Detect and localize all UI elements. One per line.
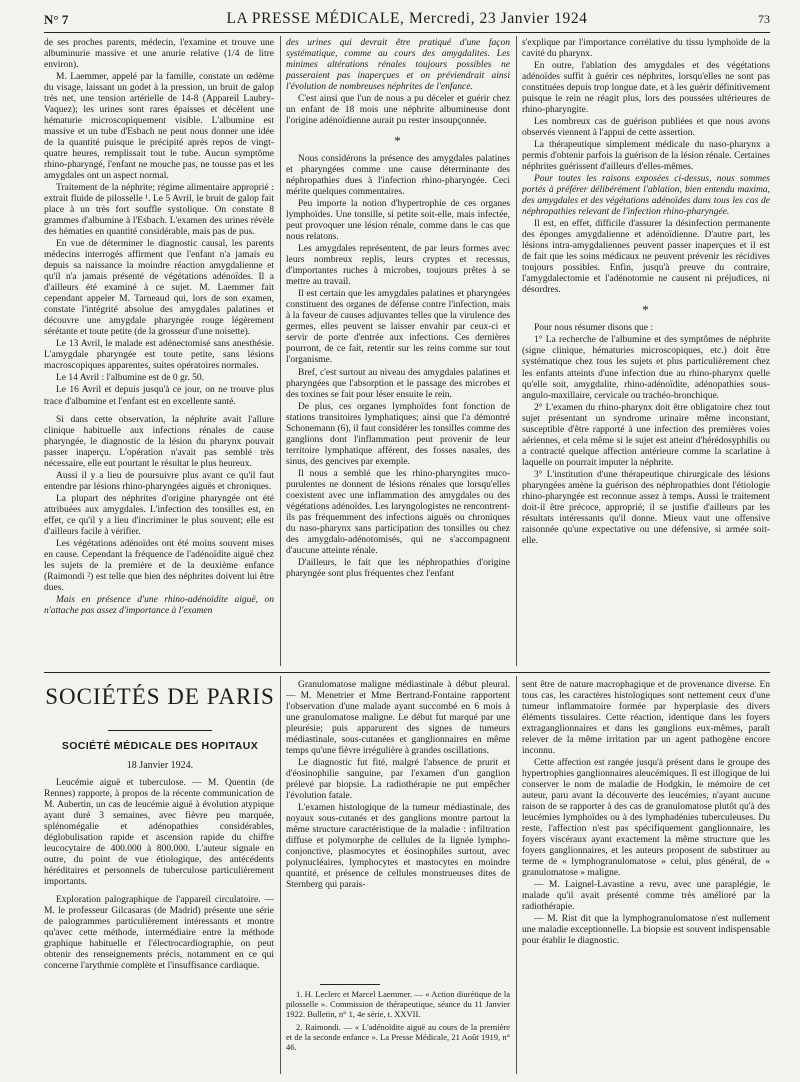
section-separator: * — [642, 302, 650, 318]
paragraph: La thérapeutique simplement médicale du naso-pharynx a permis d'obtenir parfois la guérison de la lésion rénale. Certaines néphrites guérissent d'ailleurs d'elles-mêmes. — [522, 140, 770, 173]
paragraph: Traitement de la néphrite; régime alimentaire approprié : extrait fluide de pilosselle ¹. Le 5 Avril, le bruit de galop fait place à un très fort souffle systolique. On constate 8 grammes d'albumine à l'Esbach. L'examen des urines révèle des hématies en quantité considérable, mais pas de pus. — [44, 183, 274, 238]
paragraph: Peu importe la notion d'hypertrophie de ces organes lymphoïdes. Une tonsille, si petite soit-elle, mais infectée, peut provoquer une lésion rénale, comme dans le cas que nous relatons. — [286, 199, 510, 243]
paragraph: Aussi il y a lieu de poursuivre plus avant ce qu'il faut entendre par lésions rhino-pharyngées aiguës et chroniques. — [44, 470, 274, 492]
paragraph: En outre, l'ablation des amygdales et des végétations adénoïdes suffit à guérir ces néphrites, lorsqu'elles ne sont pas constituées depuis trop longue date, et à les guérir définitivement puisque le rein ne réagit plus, lors des poussées ultérieures de rhino-pharyngite. — [522, 61, 770, 116]
bottom-column-2 — [286, 680, 510, 980]
page-number: 73 — [758, 12, 770, 26]
society-name: SOCIÉTÉ MÉDICALE DES HOPITAUX — [61, 740, 259, 752]
footnote: 2. Raimondi. — « L'adénoïdite aiguë au cours de la première et de la seconde enfance ». La Presse Médicale, 21 Août 1919, n° 46. — [286, 1022, 510, 1052]
paragraph: Les amygdales représentent, de par leurs formes avec leurs nombreux replis, leurs cryptes et recessus, d'importantes ruches à microbes, toujours prêtes à se mettre au travail. — [286, 244, 510, 288]
column-divider — [516, 36, 517, 666]
paragraph: Si dans cette observation, la néphrite avait l'allure clinique habituelle aux infections rénales de cause pharyngée, le diagnostic de la lésion du pharynx pouvait passer inaperçu. L'opération n'avait pas semblé très nécessaire, elle eut pourtant le résultat le plus heureux. — [44, 414, 274, 469]
paragraph: Exploration palographique de l'appareil circulatoire. — M. le professeur Gilcasaras (de Madrid) présente une série de palogrammes particulièrement intéressants et montre qu'avec cette méthode, intermédiaire entre la méthode graphique habituelle et l'électrocardiographie, on peut obtenir des renseignements précis, notamment en ce qui concerne l'arythmie complète et l'insuffisance cardiaque. — [44, 895, 274, 972]
paragraph: Leucémie aiguë et tuberculose. — M. Quentin (de Rennes) rapporte, à propos de la récente communication de M. Aubertin, un cas de leucémie aiguë à évolution atypique ayant duré 3 semaines, avec fièvre peu marquée, splénomégalie et adénopathies considérables, déglobulisation rapide et ascension rapide du chiffre leucocytaire de 400.000 à 800.000. L'auteur signale en outre, du point de vue étiologique, des antécédents héréditaires et personnels de tuberculose particulièrement importants. — [44, 778, 274, 888]
paragraph: Il est, en effet, difficile d'assurer la désinfection permanente des éponges amygdalienne et adénoïdienne. D'autre part, les lésions intra-amygdaliennes peuvent passer inaperçues et il est de fait que les soins médicaux ne peuvent prévenir les récidives toujours possibles. Enfin, jusqu'à preuve du contraire, l'amygdalectomie et l'adénotomie ne causent ni préjudices, ni désordres. — [522, 219, 770, 296]
issue-number: N° 7 — [44, 12, 69, 27]
paragraph: Les végétations adénoïdes ont été moins souvent mises en cause. Cependant la fréquence de l'adénoïdite aiguë chez les sujets de la première et de la deuxième enfance (Raimondi ²) est telle que bien des néphrites doivent lui être dues. — [44, 538, 274, 593]
paragraph: Il nous a semblé que les rhino-pharyngites muco-purulentes ne donnent de lésions rénales que lorsqu'elles coexistent avec une inflammation des amygdales ou des végétations adénoïdes. Les laryngologistes ne rencontrent-ils pas fréquemment des infections aiguës ou chroniques du naso-pharynx sans participation des tonsilles ou chez des amygdalo-adénotomisés, qui ne s'accompagnent d'aucune atteinte rénale. — [286, 468, 510, 556]
paragraph: 3° L'institution d'une thérapeutique chirurgicale des lésions pharyngées amène la guérison des néphropathies dont l'étiologie rhino-pharyngée est reconnue assez à temps. Aussi le traitement doit-il être précoce, approprié; il se justifie d'ailleurs par les résultats intéressants qu'il donne. Mieux vaut une offensive raisonnée qu'une expectative ou une défensive, si armée soit-elle. — [522, 469, 770, 546]
paragraph: D'ailleurs, le fait que les néphropathies d'origine pharyngée sont plus fréquentes chez l'enfant — [286, 557, 510, 579]
paragraph: Mais en présence d'une rhino-adénoïdite aiguë, on n'attache pas assez d'importance à l'examen — [44, 594, 274, 616]
paragraph: Le 13 Avril, le malade est adénectomisé sans anesthésie. L'amygdale pharyngée est toute petite, sans lésions macroscopiques apparentes, suites opératoires normales. — [44, 339, 274, 372]
page-header — [44, 8, 770, 33]
footnote-rule — [320, 984, 380, 985]
journal-title: LA PRESSE MÉDICALE, Mercredi, 23 Janvier 1924 — [226, 10, 588, 27]
paragraph: L'examen histologique de la tumeur médiastinale, des noyaux sous-cutanés et des ganglions montre partout la même structure caractéristique de la maladie : infiltration diffuse et polymorphe de cellules de la lignée lympho-conjonctive, plasmocytes et éosinophiles surtout, avec polynucléaires, lymphocytes et mastocytes en moindre quantité, et présence de cellules monstrueuses dites de Sternberg qui parais- — [286, 803, 510, 891]
section-rule — [44, 672, 770, 673]
paragraph: Pour nous résumer disons que : — [534, 323, 654, 334]
paragraph: sent être de nature macrophagique et de provenance diverse. En tous cas, les caractères histologiques sont nettement ceux d'une tumeur inflammatoire formée par hyperplasie des divers éléments tissulaires. Cette réaction, identique dans les foyers extraganglionnaires et dans les ganglions eux-mêmes, paraît relever de la même irritation par un agent pathogène encore inconnu. — [522, 680, 770, 757]
paragraph: Le 16 Avril et depuis jusqu'à ce jour, on ne trouve plus trace d'albumine et l'enfant est en excellente santé. — [44, 385, 274, 407]
paragraph: C'est ainsi que l'un de nous a pu déceler et guérir chez un enfant de 18 mois une néphrite albumineuse dont l'origine adénoïdienne aurait pu rester insoupçonnée. — [286, 94, 510, 127]
paragraph: de ses proches parents, médecin, l'examine et trouve une albuminurie massive et une anurie relative (1/4 de litre environ). — [44, 38, 274, 71]
section-title: SOCIÉTÉS DE PARIS — [45, 684, 275, 709]
meeting-date: 18 Janvier 1924. — [126, 760, 194, 771]
footnotes — [286, 990, 510, 1057]
paragraph: Les nombreux cas de guérison publiées et que nous avons observés viennent à l'appui de cette assertion. — [522, 117, 770, 139]
paragraph: des urines qui devrait être pratiqué d'une façon systématique, comme au cours des amygdalites. Les minimes altérations rénales toujours possibles ne passeraient pas inaperçues et on préviendrait ainsi l'évolution de nombreuses néphrites de l'enfance. — [286, 38, 510, 93]
column-divider — [516, 676, 517, 1074]
column-1 — [44, 38, 274, 668]
paragraph: Le diagnostic fut fité, malgré l'absence de prurit et d'éosinophilie sanguine, par l'examen d'un ganglion prélevé par biopsie. La radiothérapie ne put empêcher l'évolution fatale. — [286, 758, 510, 802]
paragraph: En vue de déterminer le diagnostic causal, les parents médecins interrogés affirment que l'enfant n'a jamais eu depuis sa naissance la moindre réaction amygdalienne et qu'il n'a jamais présenté de végétations adénoïdes. Il a d'ailleurs été examiné à ce sujet. M. Laemmer fait cependant appeler M. Tarneaud qui, lors de son examen, constate l'intégrité absolue des amygdales palatines et découvre une amygdale pharyngée rouge légèrement sérétante et toute petite (de la grosseur d'une noisette). — [44, 239, 274, 338]
paragraph: De plus, ces organes lymphoïdes font fonction de stations transitoires lymphatiques; ainsi que l'a démontré Schonemann (6), il faut considérer les tonsilles comme des ganglions dont l'inflammation peut provenir de leur territoire lymphatique afférent, des fosses nasales, des sinus, des gencives par exemple. — [286, 401, 510, 467]
title-rule — [108, 730, 212, 731]
column-2 — [286, 38, 510, 668]
column-divider — [280, 676, 281, 1074]
paragraph: Granulomatose maligne médiastinale à début pleural. — M. Menetrier et Mme Bertrand-Fontaine rapportent l'observation d'une malade ayant succombé en 6 mois à une granulomatose maligne. Le début fut marqué par une pleurésie; puis apparurent des signes de tumeurs médiastinale, sous-cutanées et ganglionnaires en même temps qu'une fièvre irrégulière à grandes oscillations. — [286, 680, 510, 757]
paragraph: Cette affection est rangée jusqu'à présent dans le groupe des hypertrophies ganglionnaires aleucémiques. Il est illogique de lui conserver le nom de maladie de Hodgkin, le mémoire de cet auteur, paru avant la découverte des leucémies, n'ayant aucune raison de se rapporter à des cas de granulomatose plutôt qu'à des leucémies lymphoïdes ou à des lymphadénies tuberculeuses. Du reste, l'affection n'est pas spécifiquement ganglionnaire, les foyers viscéraux ayant exactement la même structure que les foyers ganglionnaires, et les auteurs proposent de substituer au terme de « lymphogranulomatose » celui, plus général, de « granulomatose » maligne. — [522, 758, 770, 879]
paragraph: 2° L'examen du rhino-pharynx doit être obligatoire chez tout sujet présentant un syndrome urinaire même inconstant, susceptible d'être rapporté à une infection des premières voies aériennes, et cela même si le sujet est atteint d'hérédosyphilis ou a contracté quelque affection antérieure comme la scarlatine à laquelle on pourrait imputer la néphrite. — [522, 402, 770, 468]
paragraph: Le 14 Avril : l'albumine est de 0 gr. 50. — [56, 373, 204, 384]
bottom-column-1 — [44, 778, 274, 1074]
paragraph: M. Laemmer, appelé par la famille, constate un œdème du visage, laissant un godet à la pression, un bruit de galop très net, une tension artérielle de 14-8 (Appareil Laubry-Vaquez); les urines sont rares épaisses et décèlent une hématurie microscopiquement visible. L'albumine est massive et un tube d'Esbach ne peut nous donner une idée de la quantité puisque le précipité après repos de vingt-quatre heures, remplissait tout le tube. Aucun symptôme rhino-pharyngé, l'enfant ne mouche pas, ne tousse pas et les amygdales ont un aspect normal. — [44, 72, 274, 182]
paragraph: 1° La recherche de l'albumine et des symptômes de néphrite (signe clinique, hématuries microscopiques, etc.) doit être systématique chez tous les sujets et plus particulièrement chez les enfants atteints d'une infection due au rhino-pharynx quelle qu'elle soit, amygdalite, rhino-adénoïdite, adénopathies sous-angulo-maxillaire, cervicale ou trachéo-bronchique. — [522, 335, 770, 401]
paragraph: — M. Laignel-Lavastine a revu, avec une paraplégie, le malade qu'il avait présenté comme très amélioré par la radiothérapie. — [522, 880, 770, 913]
paragraph: Il est certain que les amygdales palatines et pharyngées constituent des organes de défense contre l'infection, mais à la faveur de causes adjuvantes telles que la virulence des germes, elles peuvent se laisser envahir par ceux-ci et servir de porte d'entrée aux infections. Ces dernières pourront, de ce fait, retentir sur les reins comme sur tout l'organisme. — [286, 289, 510, 366]
bottom-column-3 — [522, 680, 770, 1074]
column-3 — [522, 38, 770, 668]
paragraph: Bref, c'est surtout au niveau des amygdales palatines et pharyngées que l'absorption et le passage des microbes et des toxines se fait pour léser ensuite le rein. — [286, 367, 510, 400]
section-separator: * — [394, 133, 402, 149]
footnote: 1. H. Leclerc et Marcel Laemmer. — « Action diurétique de la pilosselle ». Commission de thérapeutique, séance du 11 Janvier 1922. Bulletin, n° 1, 4e série, t. XXVII. — [286, 989, 510, 1019]
column-divider — [280, 36, 281, 666]
paragraph: — M. Rist dit que la lymphogranulomatose n'est nullement une maladie exceptionnelle. La biopsie est souvent indispensable pour établir le diagnostic. — [522, 914, 770, 947]
paragraph: s'explique par l'importance corrélative du tissu lymphoïde de la cavité du pharynx. — [522, 38, 770, 60]
paragraph: La plupart des néphrites d'origine pharyngée ont été attribuées aux amygdales. L'infection des tonsilles est, en effet, ce qu'il y a lieu d'incriminer le plus souvent; elle est d'ailleurs facile à vérifier. — [44, 493, 274, 537]
paragraph: Pour toutes les raisons exposées ci-dessus, nous sommes portés à préférer délibérément l'ablation, bien entendu maxima, des amygdales et des végétations adénoïdes dans tous les cas de néphropathies relevant de l'infection rhino-pharyngée. — [522, 174, 770, 218]
paragraph: Nous considérons la présence des amygdales palatines et pharyngées comme une cause déterminante des néphropathies dues à l'infection rhino-pharyngée. Ceci mérite quelques commentaires. — [286, 154, 510, 198]
